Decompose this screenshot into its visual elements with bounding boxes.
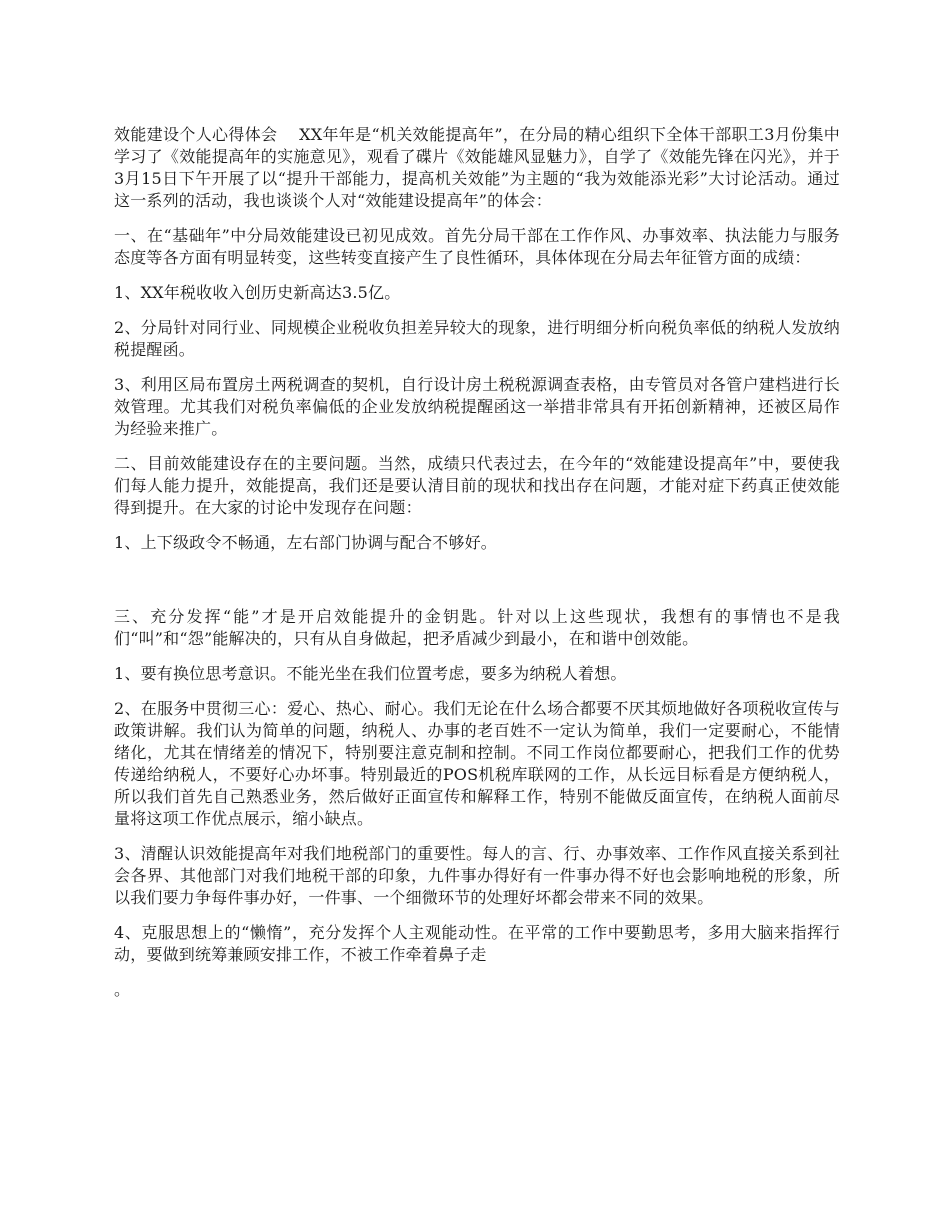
document-page bbox=[114, 124, 840, 1014]
section-three-item-1: 1、要有换位思考意识。不能光坐在我们位置考虑，要多为纳税人着想。 bbox=[114, 664, 627, 683]
section-one-item-2: 2、分局针对同行业、同规模企业税收负担差异较大的现象，进行明细分析向税负率低的纳税人发放纳税提醒函。 bbox=[114, 318, 840, 359]
section-two-heading-paragraph: 二、目前效能建设存在的主要问题。当然，成绩只代表过去，在今年的“效能建设提高年”中，要使我们每人能力提升，效能提高，我们还是要认清目前的现状和找出存在问题，才能对症下药真正使效能得到提升。在大家的讨论中发现存在问题： bbox=[114, 454, 840, 517]
section-three-item-2: 2、在服务中贯彻三心：爱心、热心、耐心。我们无论在什么场合都要不厌其烦地做好各项税收宣传与政策讲解。我们认为简单的问题，纳税人、办事的老百姓不一定认为简单，我们一定要耐心，不能情绪化，尤其在情绪差的情况下，特别要注意克制和控制。不同工作岗位都要耐心，把我们工作的优势传递给纳税人，不要好心办坏事。特别最近的POS机税库联网的工作，从长远目标看是方便纳税人，所以我们首先自己熟悉业务，然后做好正面宣传和解释工作，特别不能做反面宣传，在纳税人面前尽量将这项工作优点展示，缩小缺点。 bbox=[114, 699, 840, 828]
section-three-heading-paragraph: 三、充分发挥“能”才是开启效能提升的金钥匙。针对以上这些现状，我想有的事情也不是我们“叫”和“怨”能解决的，只有从自身做起，把矛盾减少到最小，在和谐中创效能。 bbox=[114, 607, 840, 648]
section-one-item-1: 1、XX年税收收入创历史新高达3.5亿。 bbox=[114, 283, 401, 302]
section-one-heading-paragraph: 一、在“基础年”中分局效能建设已初见成效。首先分局干部在工作作风、办事效率、执法能力与服务态度等各方面有明显转变，这些转变直接产生了良性循环，具体体现在分局去年征管方面的成绩： bbox=[114, 226, 840, 267]
trailing-period: 。 bbox=[114, 980, 131, 999]
intro-paragraph: 效能建设个人心得体会 XX年年是“机关效能提高年”，在分局的精心组织下全体干部职工3月份集中学习了《效能提高年的实施意见》，观看了碟片《效能雄风显魅力》，自学了《效能先锋在闪光》，并于3月15日下午开展了以“提升干部能力，提高机关效能”为主题的“我为效能添光彩”大讨论活动。通过这一系列的活动，我也谈谈个人对“效能建设提高年”的体会： bbox=[114, 125, 840, 210]
section-two-item-1: 1、上下级政令不畅通，左右部门协调与配合不够好。 bbox=[114, 533, 497, 552]
section-three-item-3: 3、清醒认识效能提高年对我们地税部门的重要性。每人的言、行、办事效率、工作作风直接关系到社会各界、其他部门对我们地税干部的印象，九件事办得好有一件事办得不好也会影响地税的形象，所以我们要力争每件事办好，一件事、一个细微环节的处理好坏都会带来不同的效果。 bbox=[114, 844, 840, 907]
section-three-item-4: 4、克服思想上的“懒惰”，充分发挥个人主观能动性。在平常的工作中要勤思考，多用大脑来指挥行动，要做到统筹兼顾安排工作，不被工作牵着鼻子走 bbox=[114, 923, 840, 964]
section-one-item-3: 3、利用区局布置房土两税调查的契机，自行设计房土税税源调查表格，由专管员对各管户建档进行长效管理。尤其我们对税负率偏低的企业发放纳税提醒函这一举措非常具有开拓创新精神，还被区局作为经验来推广。 bbox=[114, 375, 840, 438]
paragraph-gap bbox=[114, 567, 840, 606]
